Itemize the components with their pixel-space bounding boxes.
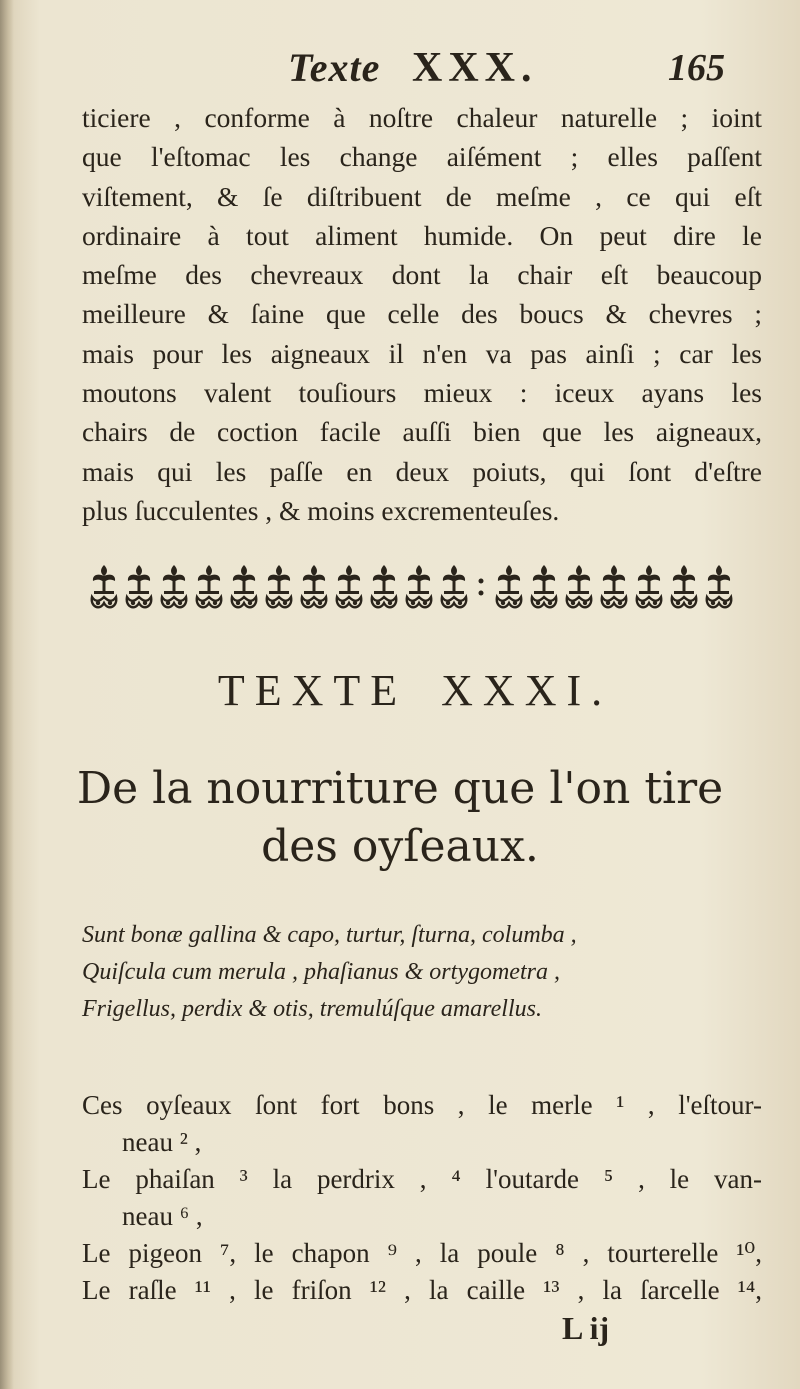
list-line: Le pigeon ⁷, le chapon ⁹ , la poule ⁸ , tourterelle ¹⁰,: [82, 1238, 762, 1268]
verse-line: Sunt bonæ gallina & capo, turtur, ſturna, columba ,: [82, 922, 577, 948]
latin-verse: [82, 917, 762, 1028]
list-line: neau ⁶ ,: [122, 1201, 203, 1231]
body-line: chairs de coction facile auſſi bien que les aigneaux,: [82, 416, 762, 448]
body-line: moutons valent touſiours mieux : iceux ayans les: [82, 377, 762, 409]
body-line: meſme des chevreaux dont la chair eſt beaucoup: [82, 259, 762, 291]
running-header: [0, 44, 800, 104]
verse-line: Frigellus, perdix & otis, tremulúſque amarellus.: [82, 996, 542, 1022]
body-line: meilleure & ſaine que celle des boucs & chevres ;: [82, 298, 762, 330]
body-line: mais qui les paſſe en deux poiuts, qui ſont d'eſtre: [82, 455, 762, 487]
section-subtitle: [0, 760, 800, 876]
fleuron-row: [92, 565, 732, 607]
body-line-last: plus ſucculentes , & moins excrementeuſes.: [82, 494, 560, 526]
section-number: XXXI.: [441, 666, 613, 715]
list-line: Le raſle ¹¹ , le friſon ¹² , la caille ¹³ , la ſarcelle ¹⁴,: [82, 1275, 762, 1305]
bird-list: [82, 1087, 762, 1309]
fleuron-ornament-band: [88, 557, 750, 621]
running-title: Texte: [288, 45, 381, 90]
list-line: Ces oyſeaux ſont fort bons , le merle ¹ , l'eſtour-: [82, 1090, 762, 1120]
subtitle-line: De la nourriture que l'on tire: [76, 763, 724, 814]
body-line: viſtement, & ſe diſtribuent de meſme , ce qui eſt: [82, 180, 762, 212]
page-number: 165: [668, 47, 725, 89]
verse-line: Quiſcula cum merula , phaſianus & ortygometra ,: [82, 959, 560, 985]
header-section-number: XXX.: [412, 45, 538, 91]
body-paragraph: [82, 98, 762, 530]
signature-mark: L ij: [562, 1310, 610, 1346]
body-line: mais pour les aigneaux il n'en va pas ainſi ; car les: [82, 337, 762, 369]
body-line: ticiere , conforme à noſtre chaleur naturelle ; ioint: [82, 102, 762, 133]
list-line: neau ² ,: [122, 1127, 202, 1157]
body-line: que l'eſtomac les change aiſément ; elles paſſent: [82, 141, 762, 173]
section-label: TEXTE: [217, 666, 408, 715]
body-line: ordinaire à tout aliment humide. On peut dire le: [82, 219, 762, 251]
list-line: Le phaiſan ³ la perdrix , ⁴ l'outarde ⁵ , le van-: [82, 1164, 762, 1194]
subtitle-line: des oyſeaux.: [261, 821, 539, 872]
section-heading: [0, 665, 800, 716]
